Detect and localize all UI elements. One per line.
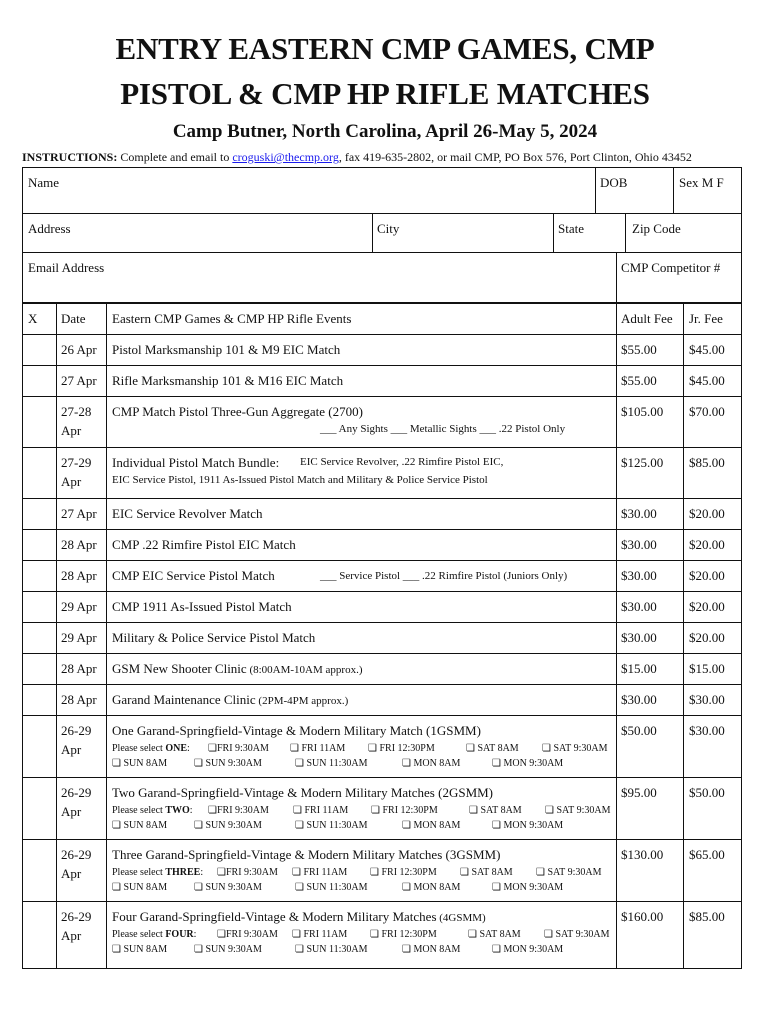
event-name: Garand Maintenance Clinic (2PM-4PM approx.)	[112, 692, 349, 707]
address-input[interactable]	[28, 236, 372, 252]
adult-fee: $30.00	[621, 599, 657, 614]
sight-options[interactable]: ___ Any Sights ___ Metallic Sights ___ .22 Pistol Only	[320, 423, 566, 435]
adult-fee: $55.00	[621, 342, 657, 357]
name-field-label: Name	[28, 175, 60, 190]
column-divider	[56, 303, 57, 969]
adult-fee: $30.00	[621, 537, 657, 552]
session-checkbox[interactable]: ❏FRI 9:30AM	[208, 805, 269, 816]
session-checkbox[interactable]: ❏ FRI 11AM	[292, 929, 348, 940]
row-divider	[22, 622, 742, 623]
column-header-date: Date	[61, 311, 86, 326]
row-divider	[22, 447, 742, 448]
event-name: CMP .22 Rimfire Pistol EIC Match	[112, 537, 296, 552]
event-name: Four Garand-Springfield-Vintage & Modern Military Matches (4GSMM)	[112, 909, 486, 924]
junior-fee: $50.00	[689, 785, 725, 800]
row-divider	[22, 901, 742, 902]
row-divider	[22, 529, 742, 530]
junior-fee: $20.00	[689, 506, 725, 521]
row-divider	[22, 365, 742, 366]
adult-fee: $130.00	[621, 847, 664, 862]
select-checkbox[interactable]	[23, 397, 55, 446]
session-checkbox[interactable]: ❏ MON 8AM	[402, 944, 461, 955]
session-checkbox[interactable]: ❏ FRI 11AM	[292, 867, 348, 878]
event-date: 27-29	[61, 455, 92, 470]
adult-fee: $55.00	[621, 373, 657, 388]
session-count: FOUR	[165, 929, 194, 940]
session-checkbox[interactable]: ❏ SUN 11:30AM	[295, 758, 368, 769]
row-divider	[22, 498, 742, 499]
junior-fee: $85.00	[689, 455, 725, 470]
select-checkbox[interactable]	[23, 366, 55, 395]
column-header-junior-fee: Jr. Fee	[689, 311, 723, 326]
event-inline-options[interactable]: ___ Service Pistol ___ .22 Rimfire Pistol (Juniors Only)	[320, 570, 568, 582]
divider	[553, 213, 554, 252]
session-checkbox[interactable]: ❏ SAT 8AM	[468, 929, 521, 940]
junior-fee: $20.00	[689, 599, 725, 614]
event-date: 26-29	[61, 785, 92, 800]
session-checkbox[interactable]: ❏ FRI 12:30PM	[370, 929, 437, 940]
state-input[interactable]	[558, 236, 626, 252]
event-date: 26-29	[61, 723, 92, 738]
row-divider	[22, 334, 742, 335]
adult-fee: $30.00	[621, 506, 657, 521]
session-checkbox[interactable]: ❏ MON 9:30AM	[492, 882, 564, 893]
competitor-number-label: CMP Competitor #	[621, 260, 721, 275]
event-date: 28 Apr	[61, 661, 97, 676]
event-name: Individual Pistol Match Bundle:	[112, 455, 280, 470]
session-checkbox[interactable]: ❏ SUN 9:30AM	[194, 820, 262, 831]
select-checkbox[interactable]	[23, 592, 55, 621]
row-divider	[22, 396, 742, 397]
session-checkbox[interactable]: ❏ SUN 11:30AM	[295, 882, 368, 893]
session-checkbox[interactable]: ❏ SUN 9:30AM	[194, 758, 262, 769]
event-time-note: (4GSMM)	[436, 912, 486, 924]
session-checkbox[interactable]: ❏ MON 8AM	[402, 820, 461, 831]
session-checkbox[interactable]: ❏ SUN 8AM	[112, 758, 168, 769]
adult-fee: $30.00	[621, 568, 657, 583]
event-inline-detail: EIC Service Revolver, .22 Rimfire Pistol EIC,	[300, 456, 504, 468]
event-name: GSM New Shooter Clinic (8:00AM-10AM approx.)	[112, 661, 363, 676]
dob-field-label: DOB	[600, 175, 628, 190]
sex-field-label: Sex M F	[679, 175, 724, 190]
adult-fee: $125.00	[621, 455, 664, 470]
column-divider	[683, 303, 684, 969]
event-date: 27-28	[61, 404, 92, 419]
session-checkbox[interactable]: ❏ SAT 8AM	[460, 867, 513, 878]
event-name: Military & Police Service Pistol Match	[112, 630, 316, 645]
session-select-label: Please select THREE:	[112, 867, 204, 878]
column-divider	[106, 303, 107, 969]
email-link[interactable]: croguski@thecmp.org	[232, 150, 339, 164]
event-date: 26 Apr	[61, 342, 97, 357]
event-name: Rifle Marksmanship 101 & M16 EIC Match	[112, 373, 344, 388]
session-select-label: Please select TWO:	[112, 805, 193, 816]
event-time-note: (2PM-4PM approx.)	[255, 695, 349, 707]
column-header-adult-fee: Adult Fee	[621, 311, 673, 326]
row-divider	[22, 560, 742, 561]
instructions-label: INSTRUCTIONS:	[22, 150, 118, 164]
row-divider	[22, 777, 742, 778]
select-checkbox[interactable]	[23, 902, 55, 968]
session-checkbox[interactable]: ❏FRI 9:30AM	[208, 743, 269, 754]
session-checkbox[interactable]: ❏ SUN 8AM	[112, 944, 168, 955]
divider	[372, 213, 373, 252]
divider	[22, 252, 742, 253]
event-date-month: Apr	[61, 804, 82, 819]
event-date-month: Apr	[61, 474, 82, 489]
event-date: 28 Apr	[61, 568, 97, 583]
event-date-month: Apr	[61, 866, 82, 881]
select-checkbox[interactable]	[23, 335, 55, 364]
adult-fee: $30.00	[621, 692, 657, 707]
event-date: 27 Apr	[61, 506, 97, 521]
event-date: 29 Apr	[61, 599, 97, 614]
column-header-events: Eastern CMP Games & CMP HP Rifle Events	[112, 311, 352, 326]
row-divider	[22, 591, 742, 592]
session-checkbox[interactable]: ❏ SUN 11:30AM	[295, 944, 368, 955]
event-name: One Garand-Springfield-Vintage & Modern Military Match (1GSMM)	[112, 723, 481, 738]
session-checkbox[interactable]: ❏ SAT 9:30AM	[545, 805, 611, 816]
junior-fee: $30.00	[689, 692, 725, 707]
sex-input[interactable]	[679, 192, 741, 212]
select-checkbox[interactable]	[23, 561, 55, 590]
session-checkbox[interactable]: ❏ SUN 8AM	[112, 820, 168, 831]
event-date: 27 Apr	[61, 373, 97, 388]
adult-fee: $95.00	[621, 785, 657, 800]
select-checkbox[interactable]	[23, 654, 55, 683]
session-count: ONE	[165, 743, 187, 754]
event-time-note: (8:00AM-10AM approx.)	[246, 664, 363, 676]
session-checkbox[interactable]: ❏ FRI 11AM	[293, 805, 349, 816]
row-divider	[22, 839, 742, 840]
junior-fee: $85.00	[689, 909, 725, 924]
divider	[595, 167, 596, 213]
instructions-text-post: , fax 419-635-2802, or mail CMP, PO Box 576, Port Clinton, Ohio 43452	[338, 150, 692, 164]
competitor-number-input[interactable]	[621, 278, 741, 300]
junior-fee: $70.00	[689, 404, 725, 419]
column-header-x: X	[28, 311, 38, 326]
row-divider	[22, 653, 742, 654]
adult-fee: $50.00	[621, 723, 657, 738]
form-title-line-1: ENTRY EASTERN CMP GAMES, CMP	[115, 31, 655, 66]
session-checkbox[interactable]: ❏ FRI 12:30PM	[371, 805, 438, 816]
event-name: Three Garand-Springfield-Vintage & Modern Military Matches (3GSMM)	[112, 847, 501, 862]
event-date: 26-29	[61, 909, 92, 924]
divider	[673, 167, 674, 213]
event-date-month: Apr	[61, 742, 82, 757]
session-checkbox[interactable]: ❏ FRI 11AM	[290, 743, 346, 754]
column-divider	[616, 303, 617, 969]
event-date: 28 Apr	[61, 537, 97, 552]
event-name: CMP EIC Service Pistol Match	[112, 568, 275, 583]
session-checkbox[interactable]: ❏ SAT 9:30AM	[544, 929, 610, 940]
session-count: THREE	[165, 867, 201, 878]
session-checkbox[interactable]: ❏ SAT 9:30AM	[536, 867, 602, 878]
session-checkbox[interactable]: ❏ SUN 11:30AM	[295, 820, 368, 831]
select-checkbox[interactable]	[23, 499, 55, 528]
junior-fee: $20.00	[689, 630, 725, 645]
dob-input[interactable]	[600, 192, 672, 212]
junior-fee: $45.00	[689, 373, 725, 388]
event-date: 29 Apr	[61, 630, 97, 645]
select-checkbox[interactable]	[23, 685, 55, 714]
event-name: Pistol Marksmanship 101 & M9 EIC Match	[112, 342, 341, 357]
event-name: CMP 1911 As-Issued Pistol Match	[112, 599, 292, 614]
event-name: CMP Match Pistol Three-Gun Aggregate (2700)	[112, 404, 363, 419]
form-subtitle: Camp Butner, North Carolina, April 26-May 5, 2024	[172, 121, 598, 142]
session-checkbox[interactable]: ❏ SAT 8AM	[469, 805, 522, 816]
session-checkbox[interactable]: ❏ MON 9:30AM	[492, 944, 564, 955]
event-date: 26-29	[61, 847, 92, 862]
divider	[22, 213, 742, 214]
session-checkbox[interactable]: ❏ MON 8AM	[402, 758, 461, 769]
session-select-label: Please select ONE:	[112, 743, 190, 754]
adult-fee: $15.00	[621, 661, 657, 676]
session-checkbox[interactable]: ❏ SAT 8AM	[466, 743, 519, 754]
junior-fee: $45.00	[689, 342, 725, 357]
event-name: EIC Service Revolver Match	[112, 506, 263, 521]
session-checkbox[interactable]: ❏ MON 8AM	[402, 882, 461, 893]
session-checkbox[interactable]: ❏ SUN 9:30AM	[194, 944, 262, 955]
divider	[616, 252, 617, 303]
event-name: Two Garand-Springfield-Vintage & Modern Military Matches (2GSMM)	[112, 785, 494, 800]
event-detail-note: EIC Service Pistol, 1911 As-Issued Pistol Match and Military & Police Service Pistol	[112, 474, 488, 486]
session-select-label: Please select FOUR:	[112, 929, 197, 940]
junior-fee: $20.00	[689, 537, 725, 552]
adult-fee: $30.00	[621, 630, 657, 645]
select-checkbox[interactable]	[23, 448, 55, 497]
session-checkbox[interactable]: ❏ FRI 12:30PM	[368, 743, 435, 754]
city-input[interactable]	[377, 236, 553, 252]
session-checkbox[interactable]: ❏ SUN 9:30AM	[194, 882, 262, 893]
junior-fee: $20.00	[689, 568, 725, 583]
event-date-month: Apr	[61, 423, 82, 438]
select-checkbox[interactable]	[23, 778, 55, 838]
adult-fee: $160.00	[621, 909, 664, 924]
session-checkbox[interactable]: ❏ SAT 9:30AM	[542, 743, 608, 754]
event-date: 28 Apr	[61, 692, 97, 707]
email-field-label: Email Address	[28, 260, 105, 275]
name-input[interactable]	[28, 192, 592, 212]
address-field-label: Address	[28, 221, 71, 236]
select-checkbox[interactable]	[23, 840, 55, 900]
junior-fee: $65.00	[689, 847, 725, 862]
select-checkbox[interactable]	[23, 716, 55, 776]
state-field-label: State	[558, 221, 584, 236]
select-checkbox[interactable]	[23, 530, 55, 559]
form-title-line-2: PISTOL & CMP HP RIFLE MATCHES	[120, 76, 650, 111]
event-date-month: Apr	[61, 928, 82, 943]
email-input[interactable]	[28, 278, 616, 300]
instructions-text-pre: Complete and email to	[120, 150, 230, 164]
junior-fee: $15.00	[689, 661, 725, 676]
row-divider	[22, 684, 742, 685]
session-checkbox[interactable]: ❏FRI 9:30AM	[217, 929, 278, 940]
junior-fee: $30.00	[689, 723, 725, 738]
adult-fee: $105.00	[621, 404, 664, 419]
zip-field-label: Zip Code	[632, 221, 681, 236]
session-checkbox[interactable]: ❏ MON 9:30AM	[492, 758, 564, 769]
session-checkbox[interactable]: ❏FRI 9:30AM	[217, 867, 278, 878]
session-checkbox[interactable]: ❏ FRI 12:30PM	[370, 867, 437, 878]
zip-input[interactable]	[630, 236, 742, 252]
session-count: TWO	[165, 805, 190, 816]
select-checkbox[interactable]	[23, 623, 55, 652]
session-checkbox[interactable]: ❏ SUN 8AM	[112, 882, 168, 893]
instructions	[22, 150, 752, 165]
session-checkbox[interactable]: ❏ MON 9:30AM	[492, 820, 564, 831]
row-divider	[22, 715, 742, 716]
city-field-label: City	[377, 221, 400, 236]
